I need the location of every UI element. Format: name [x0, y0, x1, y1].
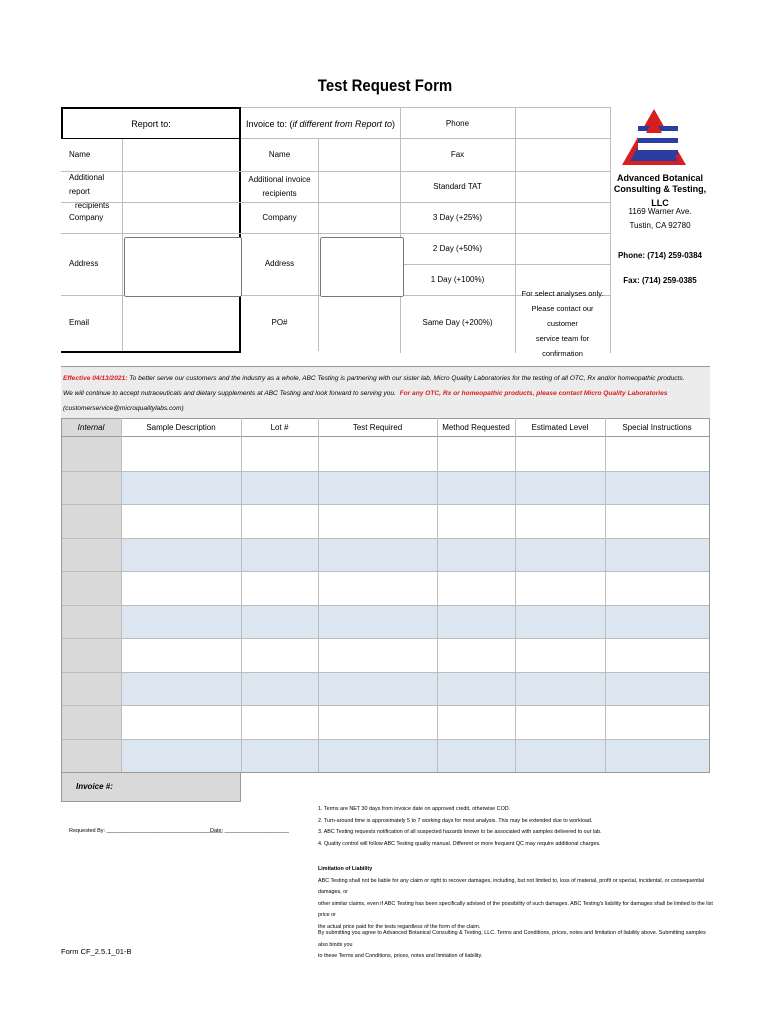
report-to-label: Report to:: [131, 118, 171, 129]
col-header-test-required: Test Required: [352, 422, 403, 432]
form-title: Test Request Form: [317, 76, 453, 95]
table-row[interactable]: [122, 706, 709, 739]
table-row[interactable]: [122, 639, 709, 672]
phone-label: Phone: [445, 118, 470, 128]
3-day-checkbox[interactable]: [518, 212, 608, 224]
company-name-line-2: Consulting & Testing, LLC: [613, 184, 707, 208]
invoice-name-label: Name: [268, 150, 291, 159]
invoice-number-box[interactable]: [61, 772, 241, 802]
liability-title: Limitation of Liability: [318, 866, 373, 872]
table-row[interactable]: [122, 472, 709, 504]
standard-tat-label: Standard TAT: [433, 181, 482, 191]
term-3: 3. ABC Testing requests notification of all suspected hazards known to be associated with samples delivered to our lab.: [318, 829, 602, 836]
col-header-internal: Internal: [77, 422, 105, 432]
col-header-special-instructions: Special Instructions: [622, 422, 692, 432]
binding-line-2: to these Terms and Conditions, prices, notes and limitation of liability.: [318, 953, 483, 960]
1-day-label: 1 Day (+100%): [430, 274, 485, 284]
table-row[interactable]: [122, 539, 709, 571]
table-row[interactable]: [122, 505, 709, 538]
company-logo-icon: [618, 107, 690, 167]
invoice-number-label: Invoice #:: [76, 782, 113, 791]
invoice-address-label: Address: [264, 259, 295, 268]
term-4: 4. Quality control will follow ABC Testing quality manual. Different or more frequent QC may require additional charges.: [318, 840, 601, 847]
invoice-company-label: Company: [262, 212, 297, 222]
col-header-estimated-level: Estimated Level: [531, 422, 589, 432]
report-name-field[interactable]: [124, 143, 236, 167]
term-1: 1. Terms are NET 30 days from invoice date on approved credit, otherwise COD.: [318, 806, 511, 812]
po-label: PO#: [271, 318, 288, 327]
term-2: 2. Turn-around time is approximately 5 to 7 working days for most analysis. This may be extended due to workload.: [318, 817, 593, 824]
additional-report-label: Additional report recipients: [69, 173, 110, 210]
liability-block: [318, 864, 713, 934]
binding-line-1: By submitting you agree to Advanced Botanical Consulting & Testing, LLC. Terms and Conditions, prices, notes and limitation of liability above. Submitting samples also binds you: [318, 930, 706, 948]
company-fax: Fax: (714) 259-0385: [623, 276, 697, 285]
2-day-checkbox[interactable]: [518, 243, 608, 255]
col-header-sample-description: Sample Description: [146, 422, 216, 432]
date-line[interactable]: Date: _____________________: [210, 828, 289, 834]
notice-box: [61, 366, 710, 419]
company-city: Tustin, CA 92780: [629, 221, 691, 230]
form-id: Form CF_2.5.1_01-B: [61, 947, 132, 956]
col-header-lot: Lot #: [270, 422, 289, 432]
additional-invoice-field[interactable]: [320, 175, 398, 199]
additional-report-field[interactable]: [124, 175, 236, 199]
same-day-label: Same Day (+200%): [422, 318, 493, 327]
binding-block: [318, 928, 713, 963]
company-street: 1169 Warner Ave.: [628, 207, 692, 216]
1-day-checkbox[interactable]: [518, 274, 608, 286]
invoice-to-label: Invoice to: ( if different from Report to ): [245, 118, 396, 129]
col-header-method-requested: Method Requested: [442, 422, 510, 432]
email-label: Email: [69, 318, 90, 327]
company-label: Company: [69, 212, 104, 222]
company-name-line-1: Advanced Botanical: [616, 173, 704, 183]
email-field[interactable]: [124, 300, 236, 346]
2-day-label: 2 Day (+50%): [432, 243, 483, 253]
liability-line-2: other similar claims, even if ABC Testing has been specifically advised of the possibility of such damages. ABC Testing's liability for damages shall be limited to the list price or: [318, 900, 713, 919]
fax-label: Fax: [450, 150, 465, 159]
liability-line-1: ABC Testing shall not be liable for any claim or right to recover damages, including, but not limited to, loss of material, profit or special, incidental, or consequential damages, or: [318, 877, 705, 896]
table-row[interactable]: [122, 437, 709, 471]
table-row[interactable]: [122, 740, 709, 772]
3-day-label: 3 Day (+25%): [432, 212, 483, 222]
table-row[interactable]: [122, 673, 709, 705]
invoice-address-field[interactable]: [320, 237, 404, 297]
company-field[interactable]: [124, 206, 236, 230]
po-field[interactable]: [320, 300, 398, 346]
same-day-note: For select analyses only. Please contact our customer service team for confirmation: [521, 288, 604, 358]
standard-tat-checkbox[interactable]: [518, 181, 608, 193]
address-label: Address: [69, 259, 99, 268]
table-row[interactable]: [122, 572, 709, 605]
invoice-company-field[interactable]: [320, 206, 398, 230]
notice-text: Effective 04/13/2021: To better serve our customers and the industry as a whole, ABC Testing is partnering with our sister lab, Micro Quality Laboratories for the testing of all OTC, Rx and/or homeopathic products. We will continue to accept nutraceuticals and dietary supplements at ABC Testing and look forward to serving you. For any OTC, Rx or homeopathic products, please contact Micro Quality Laboratories (customerservice@microqualitylabs.com): [63, 375, 685, 412]
additional-invoice-label: Additional invoice recipients: [248, 174, 311, 198]
liability-line-3: the actual price paid for the tests regardless of the form of the claim.: [318, 923, 481, 930]
table-row[interactable]: [122, 606, 709, 638]
requested-by-line[interactable]: Requested By: ______________________________________: [69, 828, 223, 834]
name-label: Name: [69, 150, 91, 159]
address-field[interactable]: [124, 237, 242, 297]
company-phone: Phone: (714) 259-0384: [617, 251, 703, 260]
invoice-name-field[interactable]: [320, 143, 398, 167]
terms-block: [318, 804, 713, 850]
